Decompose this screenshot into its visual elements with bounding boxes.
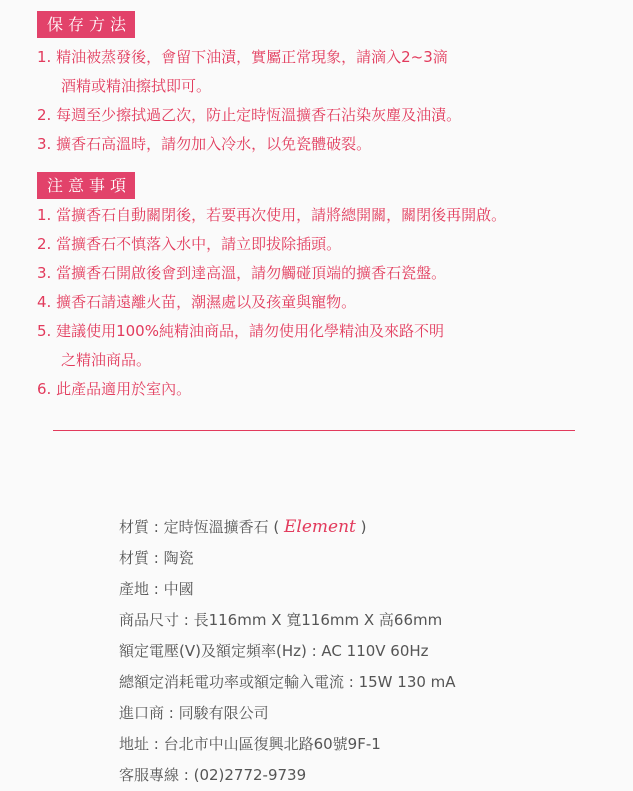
spec-row: 地址 : 台北市中山區復興北路60號9F-1 [119,735,381,753]
spec-list [119,512,456,791]
list-item: 3. 擴香石高溫時，請勿加入冷水，以免瓷體破裂。 [37,135,372,153]
notes-section-title: 注意事項 [37,172,135,199]
list-item: 4. 擴香石請遠離火苗，潮濕處以及孩童與寵物。 [37,293,357,311]
spec-row: 進口商 : 同駿有限公司 [119,704,269,722]
brand-name: Element [284,517,356,537]
list-item: 1. 精油被蒸發後，會留下油漬，實屬正常現象，請滴入2~3滴 [37,48,448,66]
spec-material-suffix: ) [360,518,367,536]
notes-list [37,201,506,404]
list-item: 2. 當擴香石不慎落入水中，請立即拔除插頭。 [37,235,342,253]
list-item: 3. 當擴香石開啟後會到達高溫，請勿觸碰頂端的擴香石瓷盤。 [37,264,447,282]
storage-list [37,43,461,159]
divider [53,430,575,431]
spec-row: 額定電壓(V)及額定頻率(Hz) : AC 110V 60Hz [119,642,429,660]
list-item-continuation: 酒精或精油擦拭即可。 [61,77,212,95]
spec-row-material-product [119,512,456,543]
spec-row: 材質 : 陶瓷 [119,549,194,567]
spec-row: 商品尺寸 : 長116mm X 寬116mm X 高66mm [119,611,443,629]
list-item: 1. 當擴香石自動關閉後，若要再次使用，請將總開關，關閉後再開啟。 [37,206,507,224]
list-item-continuation: 之精油商品。 [61,351,152,369]
spec-row: 產地 : 中國 [119,580,194,598]
spec-row: 總額定消耗電功率或額定輸入電流 : 15W 130 mA [119,673,456,691]
storage-section-title: 保存方法 [37,11,135,38]
spec-material-prefix: 材質 : 定時恆溫擴香石 ( [119,518,280,536]
spec-row: 客服專線 : (02)2772-9739 [119,766,307,784]
list-item: 6. 此產品適用於室內。 [37,380,192,398]
list-item: 5. 建議使用100%純精油商品，請勿使用化學精油及來路不明 [37,322,444,340]
list-item: 2. 每週至少擦拭過乙次，防止定時恆溫擴香石沾染灰塵及油漬。 [37,106,462,124]
